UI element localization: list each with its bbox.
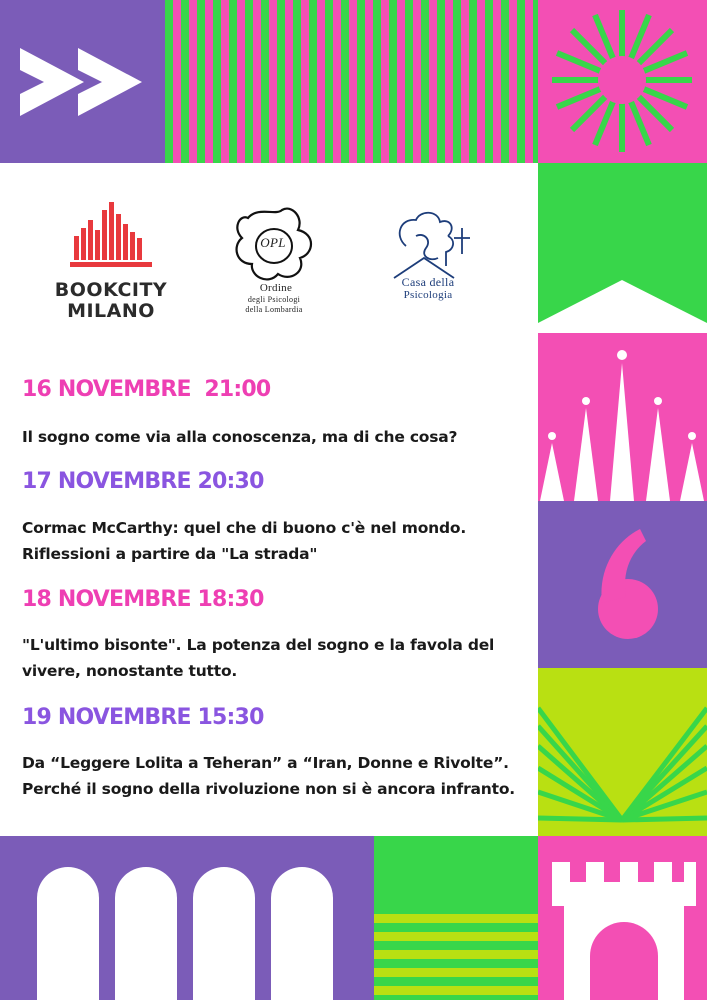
bookcity-logo: [66, 200, 156, 272]
green-lime-tile: [374, 836, 538, 1000]
stripes-tile: [165, 0, 538, 163]
quote-tile: [538, 501, 707, 668]
opl-line1: Ordine: [259, 282, 293, 294]
bookcity-line2: MILANO: [67, 300, 155, 320]
arches-tile: [0, 836, 374, 1000]
spires-tile: [538, 333, 707, 501]
spires-icon: [538, 333, 707, 501]
event-3-date: 18 NOVEMBRE 18:30: [22, 587, 264, 612]
fast-forward-icon: [0, 0, 165, 163]
castle-tile: [538, 836, 707, 1000]
event-4-title: Da “Leggere Lolita a Teheran” a “Iran, Donne e Rivolte”. Perché il sogno della rivoluzione non si è ancora infranto.: [22, 754, 515, 798]
event-2-title: Cormac McCarthy: quel che di buono c'è nel mondo. Riflessioni a partire da "La strada": [22, 519, 467, 563]
casa-logo: [390, 206, 474, 282]
casa-line2: Psicologia: [403, 289, 453, 301]
fast-forward-tile: [0, 0, 165, 163]
castle-tower-icon: [538, 836, 707, 1000]
roof-tile: [538, 163, 707, 333]
opl-line2: degli Psicologi: [247, 295, 301, 304]
starburst-icon: [538, 0, 707, 163]
starburst-tile: [538, 0, 707, 163]
opl-monogram: OPL: [260, 235, 286, 250]
event-4-date: 19 NOVEMBRE 15:30: [22, 705, 264, 730]
bookcity-line1: BOOKCITY: [54, 279, 168, 301]
open-book-icon: [538, 668, 707, 836]
open-book-tile: [538, 668, 707, 836]
roof-icon: [538, 163, 707, 333]
opl-line3: della Lombardia: [245, 305, 303, 314]
event-2-date: 17 NOVEMBRE 20:30: [22, 469, 264, 494]
arches-icon: [0, 836, 374, 1000]
casa-line1: Casa della: [401, 275, 455, 289]
event-1-title: Il sogno come via alla conoscenza, ma di che cosa?: [22, 428, 458, 446]
quote-mark-icon: [538, 501, 707, 668]
event-3-title: "L'ultimo bisonte". La potenza del sogno e la favola del vivere, nonostante tutto.: [22, 636, 495, 680]
lime-stripes: [374, 914, 538, 1000]
event-1-date: 16 NOVEMBRE 21:00: [22, 377, 271, 402]
